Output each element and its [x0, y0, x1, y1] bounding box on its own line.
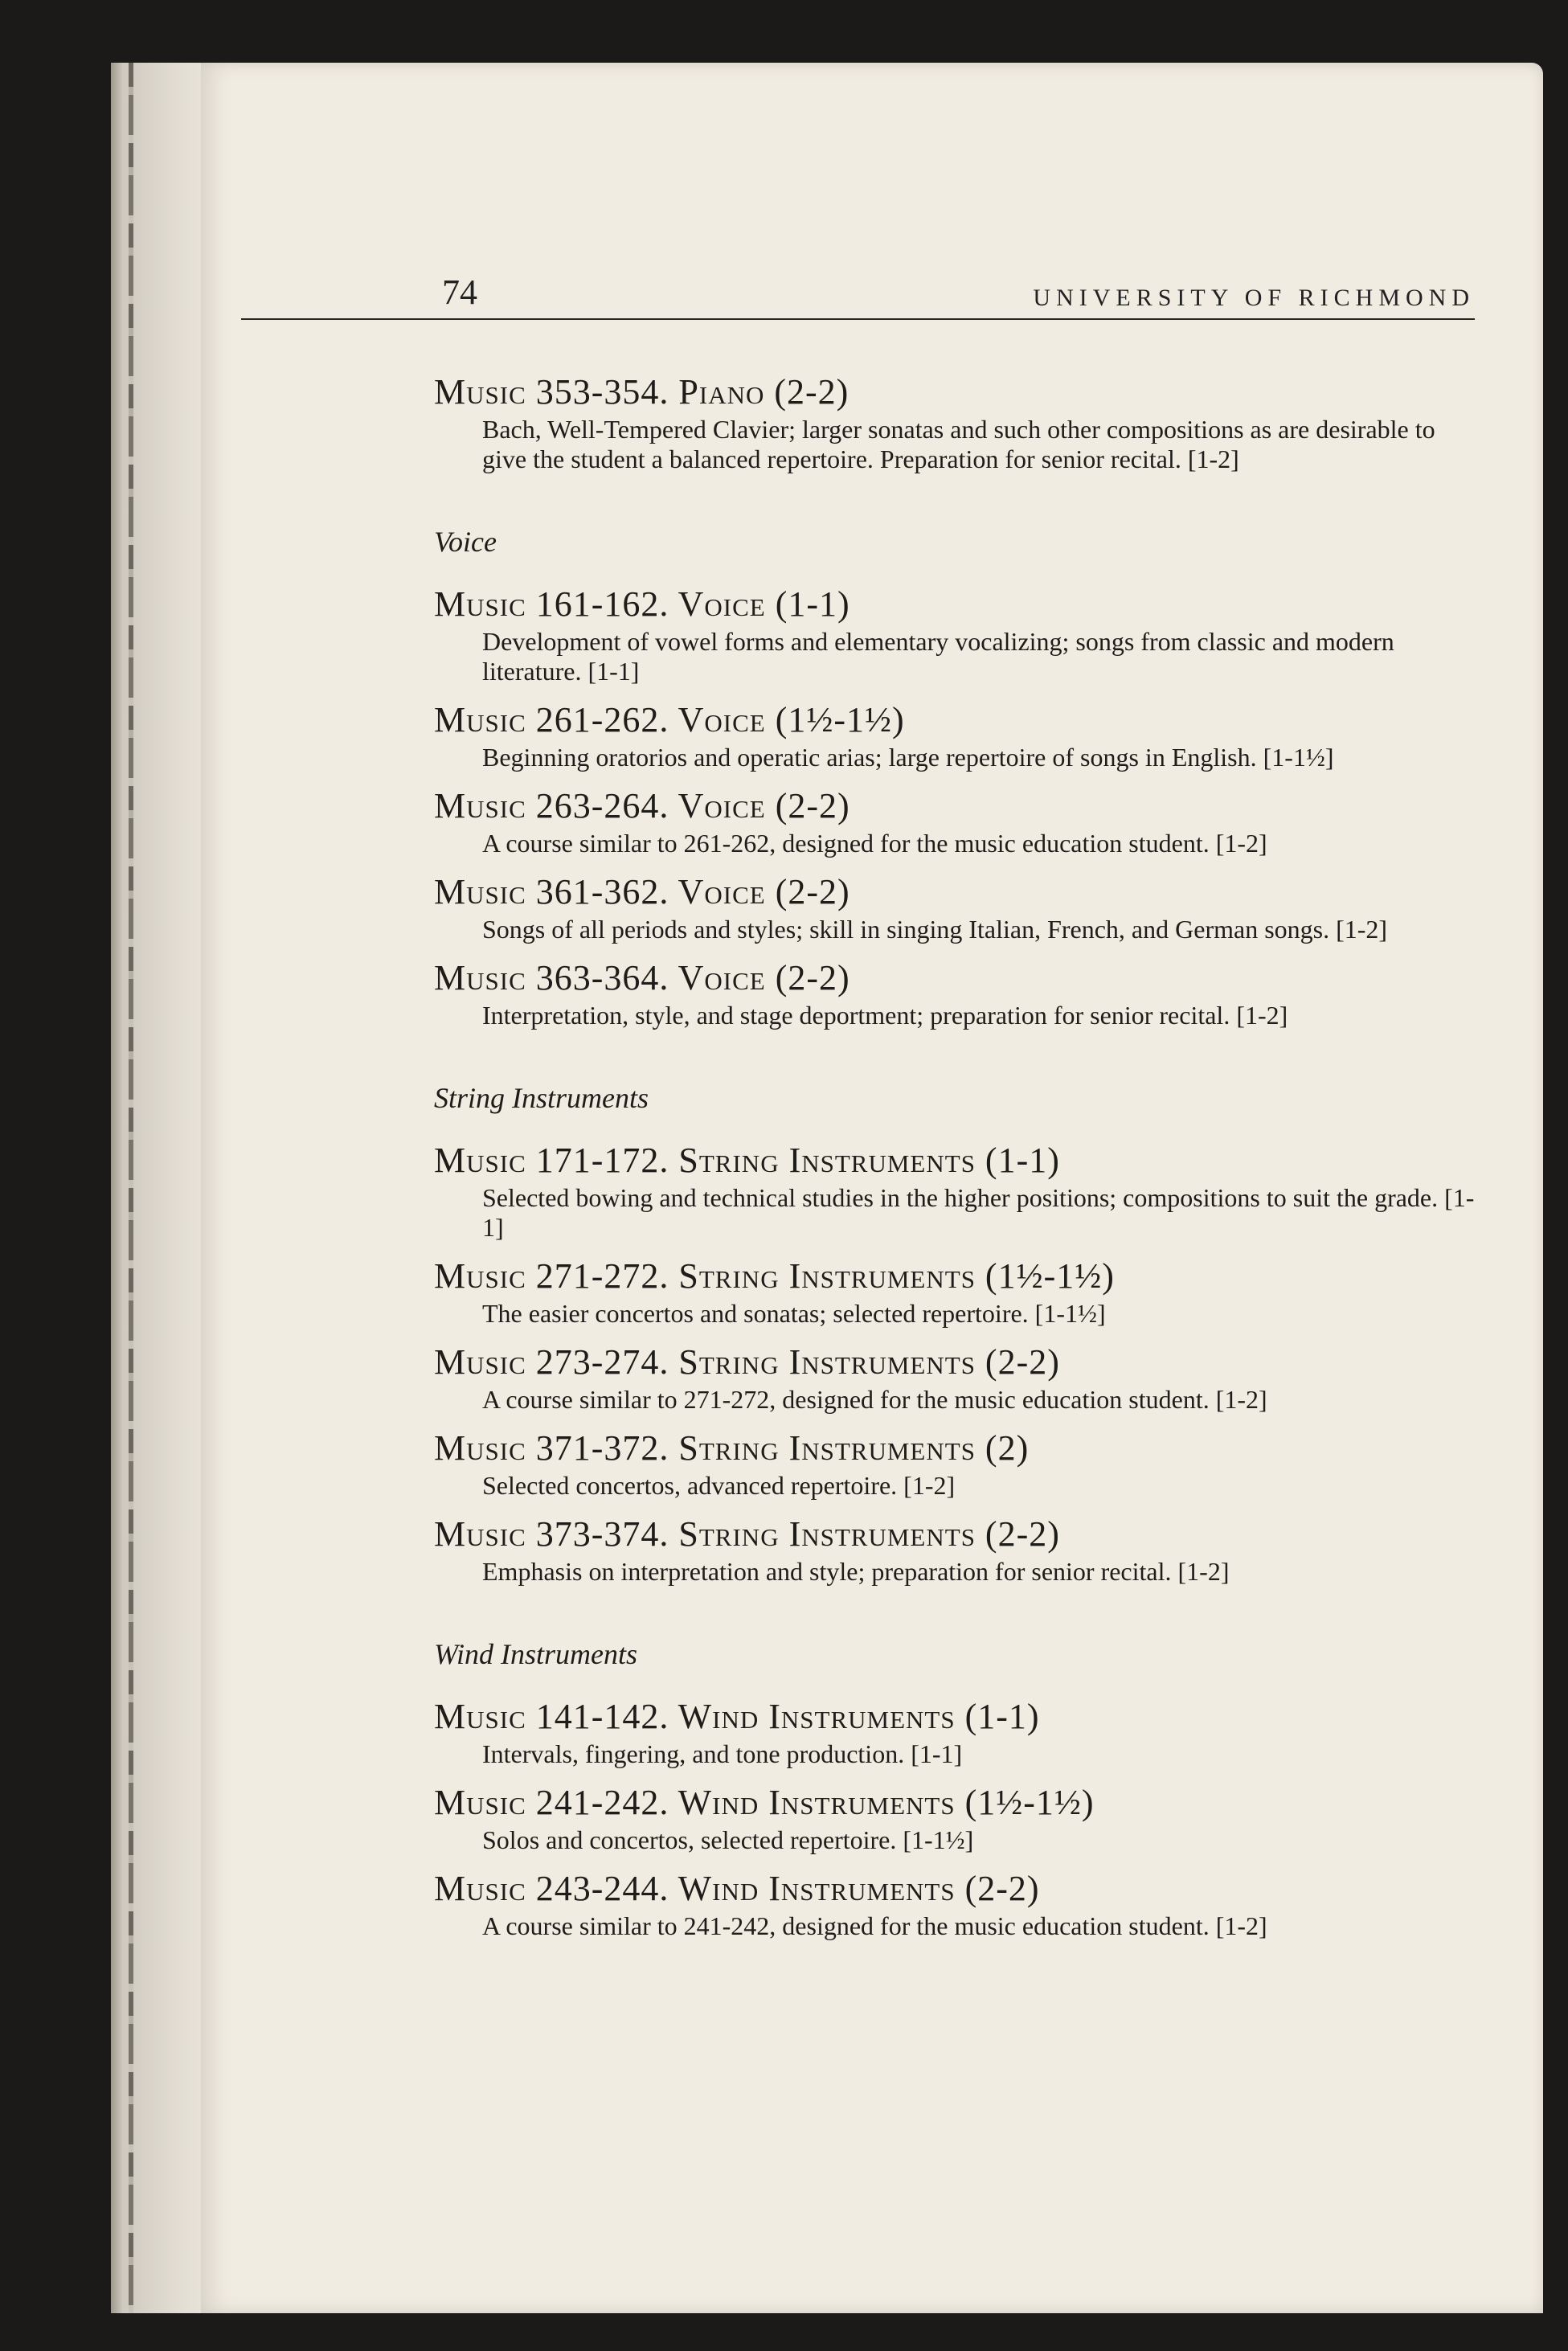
course-title: Music 273-274. String Instruments (2-2)	[434, 1342, 1060, 1382]
course-description: Selected concertos, advanced repertoire. [1-2]	[482, 1471, 956, 1500]
course-entry	[434, 370, 1483, 474]
course-description: Solos and concertos, selected repertoire. [1-1½]	[482, 1825, 974, 1854]
course-title: Music 241-242. Wind Instruments (1½-1½)	[434, 1783, 1095, 1822]
course-description: A course similar to 271-272, designed for the music education student. [1-2]	[482, 1385, 1267, 1414]
course-description: A course similar to 241-242, designed for the music education student. [1-2]	[482, 1911, 1267, 1940]
course-description: Interpretation, style, and stage deportment; preparation for senior recital. [1-2]	[482, 1001, 1288, 1030]
page-content	[434, 370, 1483, 1941]
course-entry	[434, 1866, 1483, 1941]
course-description: Bach, Well-Tempered Clavier; larger sonatas and such other compositions as are desirable to give the student a balanced repertoire. Preparation for senior recital. [1-2]	[482, 415, 1435, 473]
course-title: Music 243-244. Wind Instruments (2-2)	[434, 1869, 1040, 1908]
course-description: Songs of all periods and styles; skill in singing Italian, French, and German songs. [1-2]	[482, 915, 1388, 944]
section-voice	[434, 522, 1483, 1030]
course-title: Music 373-374. String Instruments (2-2)	[434, 1514, 1060, 1554]
course-description: Selected bowing and technical studies in the higher positions; compositions to suit the grade. [1-1]	[482, 1183, 1475, 1242]
course-title: Music 161-162. Voice (1-1)	[434, 584, 850, 624]
section-wind-instruments	[434, 1635, 1483, 1941]
page-number: 74	[442, 272, 477, 312]
course-title: Music 353-354. Piano (2-2)	[434, 372, 850, 412]
section-heading: Voice	[434, 526, 497, 558]
course-title: Music 361-362. Voice (2-2)	[434, 872, 850, 911]
section-heading: Wind Instruments	[434, 1638, 638, 1670]
course-entry	[434, 1138, 1483, 1243]
course-description: Development of vowel forms and elementary vocalizing; songs from classic and modern literature. [1-1]	[482, 627, 1394, 686]
course-title: Music 363-364. Voice (2-2)	[434, 958, 850, 997]
course-entry	[434, 870, 1483, 944]
course-title: Music 371-372. String Instruments (2)	[434, 1428, 1030, 1468]
page-header	[241, 223, 1475, 320]
course-description: Intervals, fingering, and tone production. [1-1]	[482, 1739, 963, 1768]
course-description: Emphasis on interpretation and style; preparation for senior recital. [1-2]	[482, 1557, 1230, 1586]
course-title: Music 171-172. String Instruments (1-1)	[434, 1141, 1060, 1180]
course-entry	[434, 698, 1483, 772]
course-description: The easier concertos and sonatas; selected repertoire. [1-1½]	[482, 1299, 1106, 1328]
course-title: Music 261-262. Voice (1½-1½)	[434, 700, 905, 739]
course-entry	[434, 1254, 1483, 1329]
course-title: Music 141-142. Wind Instruments (1-1)	[434, 1697, 1040, 1736]
course-description: A course similar to 261-262, designed for the music education student. [1-2]	[482, 829, 1267, 858]
course-title: Music 271-272. String Instruments (1½-1½)	[434, 1256, 1115, 1296]
course-entry	[434, 1694, 1483, 1769]
course-entry	[434, 582, 1483, 686]
course-entry	[434, 1426, 1483, 1501]
section-string-instruments	[434, 1079, 1483, 1587]
course-entry	[434, 784, 1483, 858]
running-head: UNIVERSITY OF RICHMOND	[1033, 285, 1475, 311]
course-entry	[434, 1340, 1483, 1415]
course-title: Music 263-264. Voice (2-2)	[434, 786, 850, 825]
section-heading: String Instruments	[434, 1082, 649, 1114]
course-entry	[434, 956, 1483, 1030]
course-description: Beginning oratorios and operatic arias; large repertoire of songs in English. [1-1½]	[482, 743, 1334, 772]
course-entry	[434, 1780, 1483, 1855]
course-entry	[434, 1512, 1483, 1587]
